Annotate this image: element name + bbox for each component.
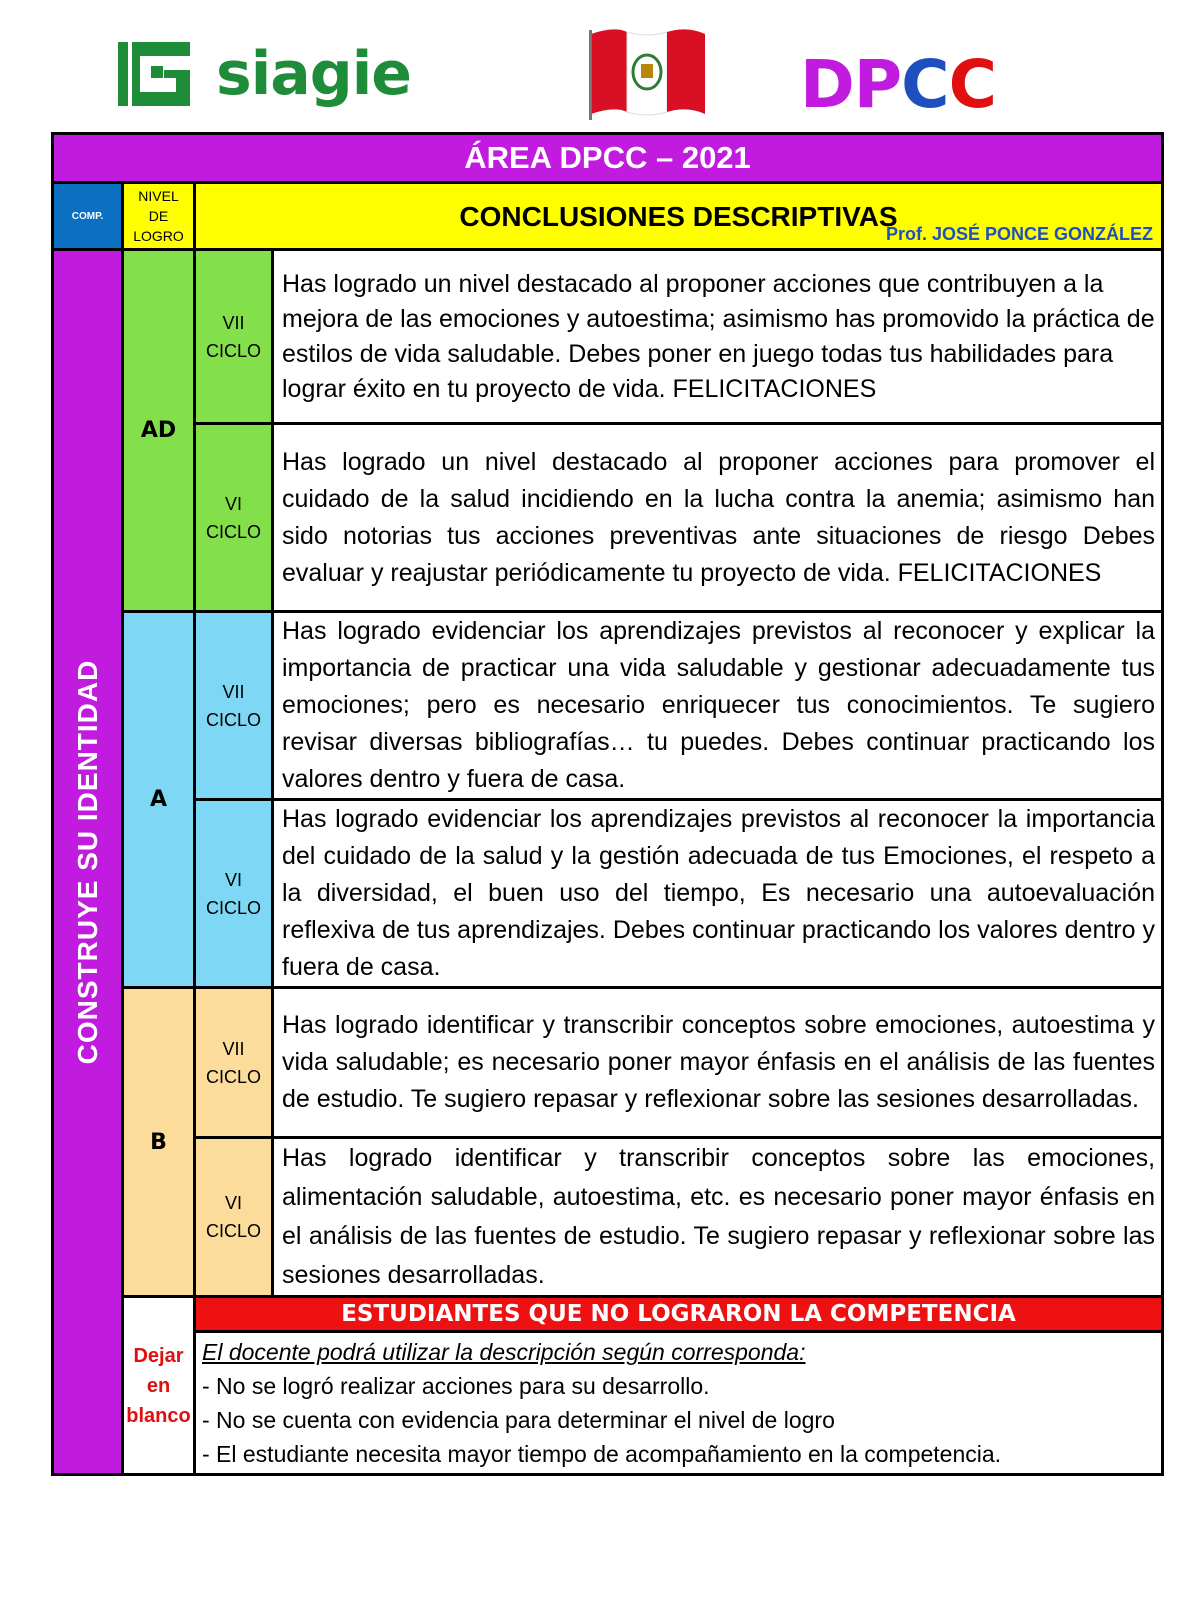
conclusiones-table [51,132,1164,1476]
header-nivel-logro [123,183,195,250]
dpcc-letter: D [800,46,854,123]
description-cell: Has logrado un nivel destacado al proponer acciones que contribuyen a la mejora de las emociones y autoestima; asimismo has promovido la práctica de estilos de vida saludable. Debes poner en juego todas tus habilidades para lograr éxito en tu proyecto de vida. FELICITACIONES [273,250,1163,424]
no-logro-item: - No se cuenta con evidencia para determinar el nivel de logro [202,1407,835,1433]
description-cell: Has logrado evidenciar los aprendizajes previstos al reconocer y explicar la importancia de practicar una vida saludable y gestionar adecuadamente tus emociones; pero es necesario enriquecer tus conocimientos. Te sugiero revisar diversas bibliografías… tu puedes. Debes continuar practicando los valores dentro y fuera de casa. [273,612,1163,800]
teacher-name: Prof. JOSÉ PONCE GONZÁLEZ [885,224,1154,244]
header-nivel-line: DE [148,208,169,224]
no-logro-body [196,1333,1161,1473]
header-conclusiones-label: CONCLUSIONES DESCRIPTIVAS [459,201,898,232]
cycle-cell [195,1138,273,1297]
no-logro-header: ESTUDIANTES QUE NO LOGRARON LA COMPETENCIA [196,1298,1161,1333]
cycle-number: VII [222,312,245,333]
level-b: B [123,988,195,1297]
cycle-cell [195,250,273,424]
description-cell: Has logrado evidenciar los aprendizajes previstos al reconocer la importancia del cuidado de la salud y la gestión adecuada de tus Emociones, el respeto a la diversidad, el buen uso del tiempo, Es necesario una autoevaluación reflexiva de tus aprendizajes. Debes continuar practicando los valores dentro y fuera de casa. [273,800,1163,988]
cycle-number: VI [224,493,242,514]
dpcc-letter: C [948,46,997,123]
header-nivel-line: NIVEL [138,188,179,204]
no-logro-section [195,1297,1163,1475]
cycle-cell [195,612,273,800]
cycle-cell [195,424,273,612]
header-conclusiones [195,183,1163,250]
blank-line: blanco [126,1404,191,1427]
cycle-number: VII [222,681,245,702]
cycle-number: VI [224,1193,242,1213]
description-cell: Has logrado un nivel destacado al proponer acciones para promover el cuidado de la salud incidiendo en la lucha contra la anemia; asimismo han sido notorias tus acciones preventivas ante situaciones de riesgo Debes evaluar y reajustar periódicamente tu proyecto de vida. FELICITACIONES [273,424,1163,612]
no-logro-item: - No se logró realizar acciones para su desarrollo. [202,1373,710,1399]
siagie-mark-icon [118,38,198,110]
competencia-label: CONSTRUYE SU IDENTIDAD [71,659,103,1065]
siagie-wordmark: siagie [216,39,411,109]
no-logro-intro: El docente podrá utilizar la descripción según corresponda: [202,1339,806,1365]
no-logro-item: - El estudiante necesita mayor tiempo de acompañamiento en la competencia. [202,1441,1002,1467]
cycle-label: CICLO [205,521,261,542]
dpcc-letter: C [901,46,949,123]
cycle-label: CICLO [205,709,261,730]
level-ad: AD [123,250,195,612]
dpcc-letter: P [853,46,902,123]
cycle-cell [195,800,273,988]
cycle-cell [195,988,273,1138]
header-nivel-line: LOGRO [133,228,184,244]
page-header [0,0,1200,130]
siagie-logo [118,36,411,112]
header-comp: COMP. [53,183,123,250]
blank-line: Dejar [133,1344,184,1367]
table-title: ÁREA DPCC – 2021 [53,134,1163,183]
cycle-label: CICLO [205,897,261,918]
dpcc-logo [800,46,997,123]
description-cell: Has logrado identificar y transcribir conceptos sobre emociones, autoestima y vida saludable; es necesario poner mayor énfasis en el análisis de las fuentes de estudio. Te sugiero repasar y reflexionar sobre las sesiones desarrolladas. [273,988,1163,1138]
cycle-number: VI [224,869,242,890]
competencia-cell [53,250,123,1475]
blank-line: en [146,1374,171,1397]
cycle-label: CICLO [205,1066,261,1087]
description-cell: Has logrado identificar y transcribir conceptos sobre las emociones, alimentación saludable, autoestima, etc. es necesario poner mayor énfasis en el análisis de las fuentes de estudio. Te sugiero repasar y reflexionar sobre las sesiones desarrolladas. [273,1138,1163,1297]
cycle-label: CICLO [205,340,261,361]
blank-level-cell [123,1297,195,1475]
cycle-number: VII [222,1038,245,1059]
cycle-label: CICLO [205,1221,261,1241]
level-a: A [123,612,195,988]
peru-flag-icon [585,24,710,122]
